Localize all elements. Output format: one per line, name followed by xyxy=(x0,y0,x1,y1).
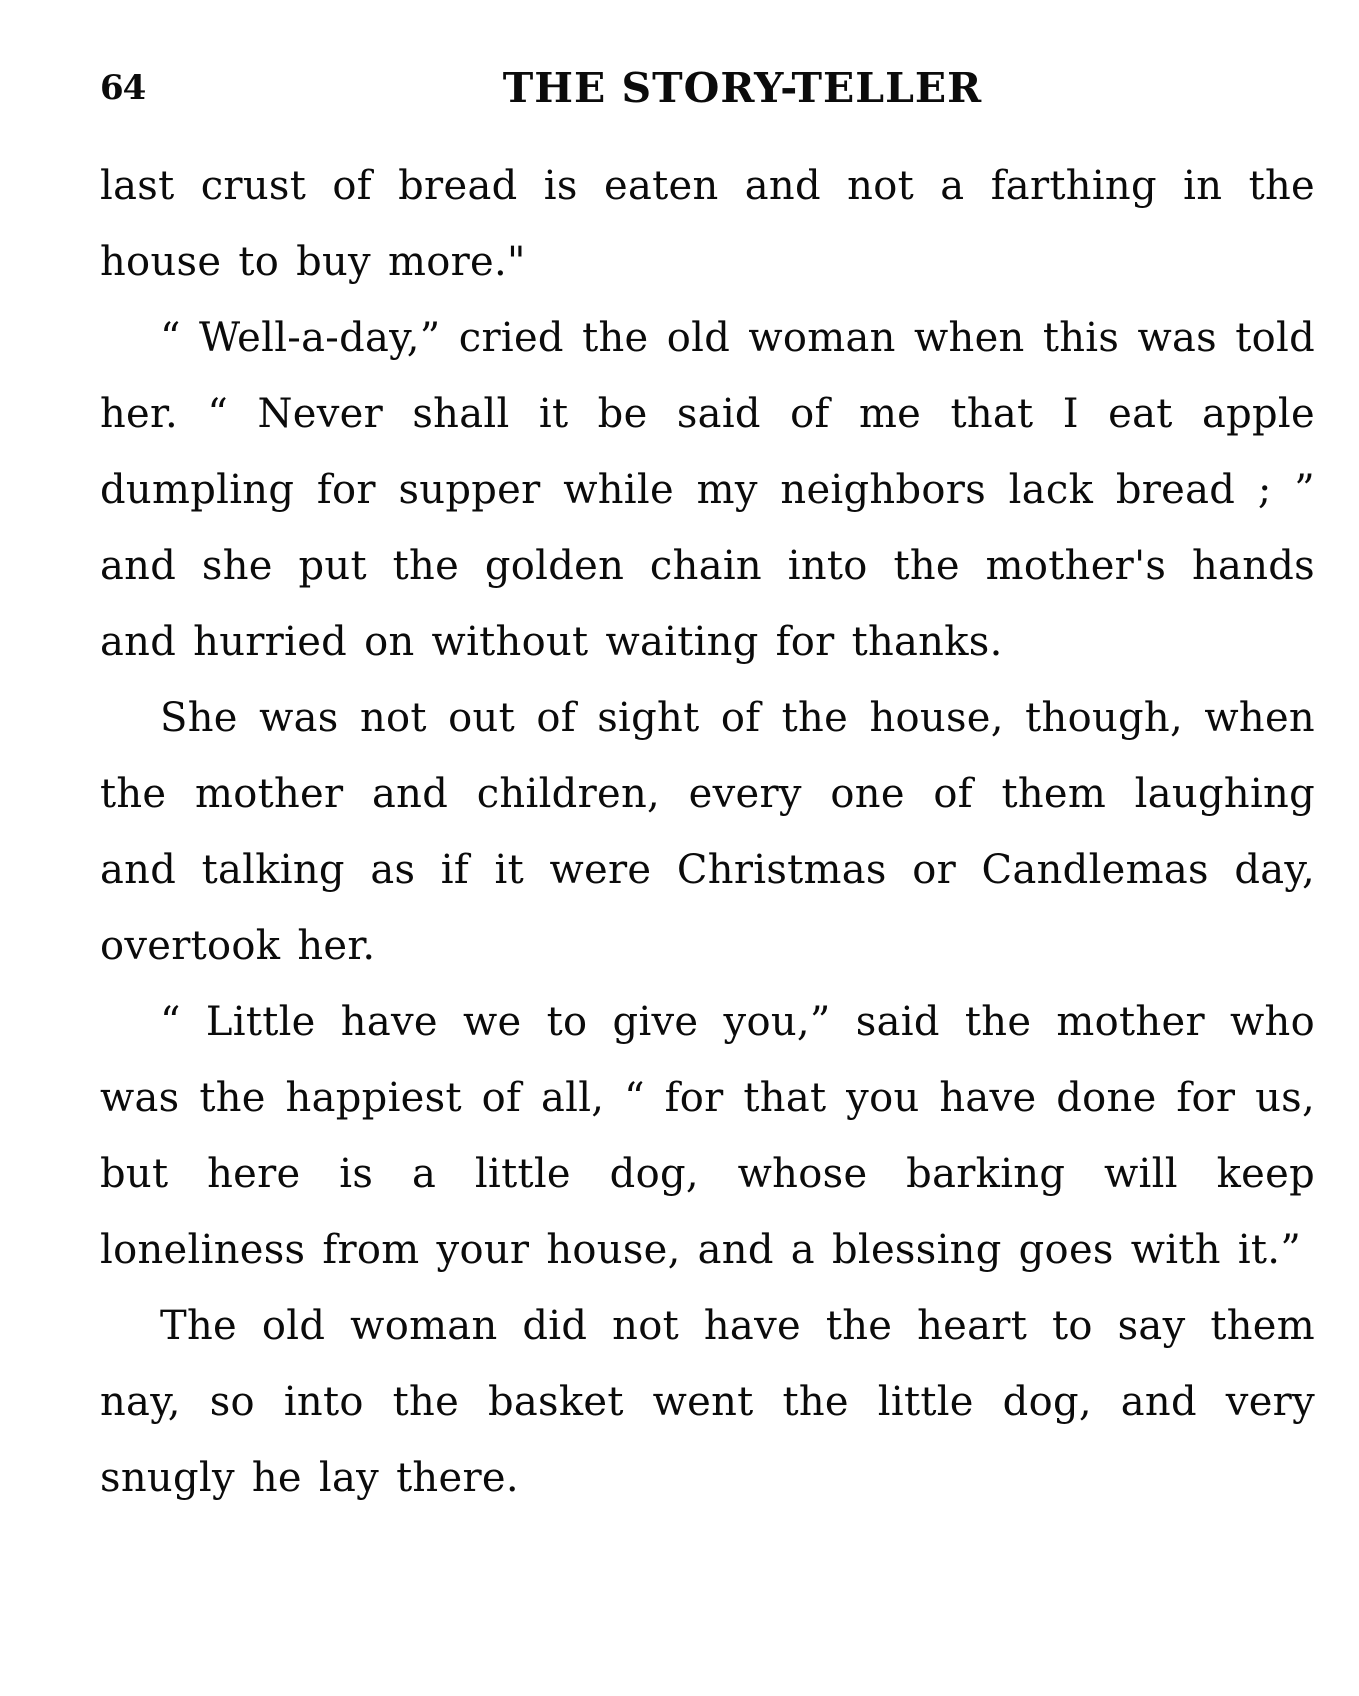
page-number: 64 xyxy=(100,68,146,108)
body-text xyxy=(100,148,1315,1516)
page-header xyxy=(100,60,1315,120)
paragraph: The old woman did not have the heart to say them nay, so into the basket went the little dog, and very snugly he lay there. xyxy=(100,1303,1315,1501)
paragraph: “ Little have we to give you,” said the mother who was the happiest of all, “ for that you have done for us, but here is a little dog, whose barking will keep loneliness from your house, and a blessing goes with it.” xyxy=(100,999,1315,1273)
paragraph-continued: last crust of bread is eaten and not a farthing in the house to buy more." xyxy=(100,163,1315,285)
paragraph: She was not out of sight of the house, though, when the mother and children, every one of them laughing and talking as if it were Christmas or Candlemas day, overtook her. xyxy=(100,695,1315,969)
running-title: THE STORY-TELLER xyxy=(502,64,983,112)
paragraph: “ Well-a-day,” cried the old woman when this was told her. “ Never shall it be said of me that I eat apple dumpling for supper while my neighbors lack bread ; ” and she put the golden chain into the mother's hands and hurried on without waiting for thanks. xyxy=(100,315,1315,665)
